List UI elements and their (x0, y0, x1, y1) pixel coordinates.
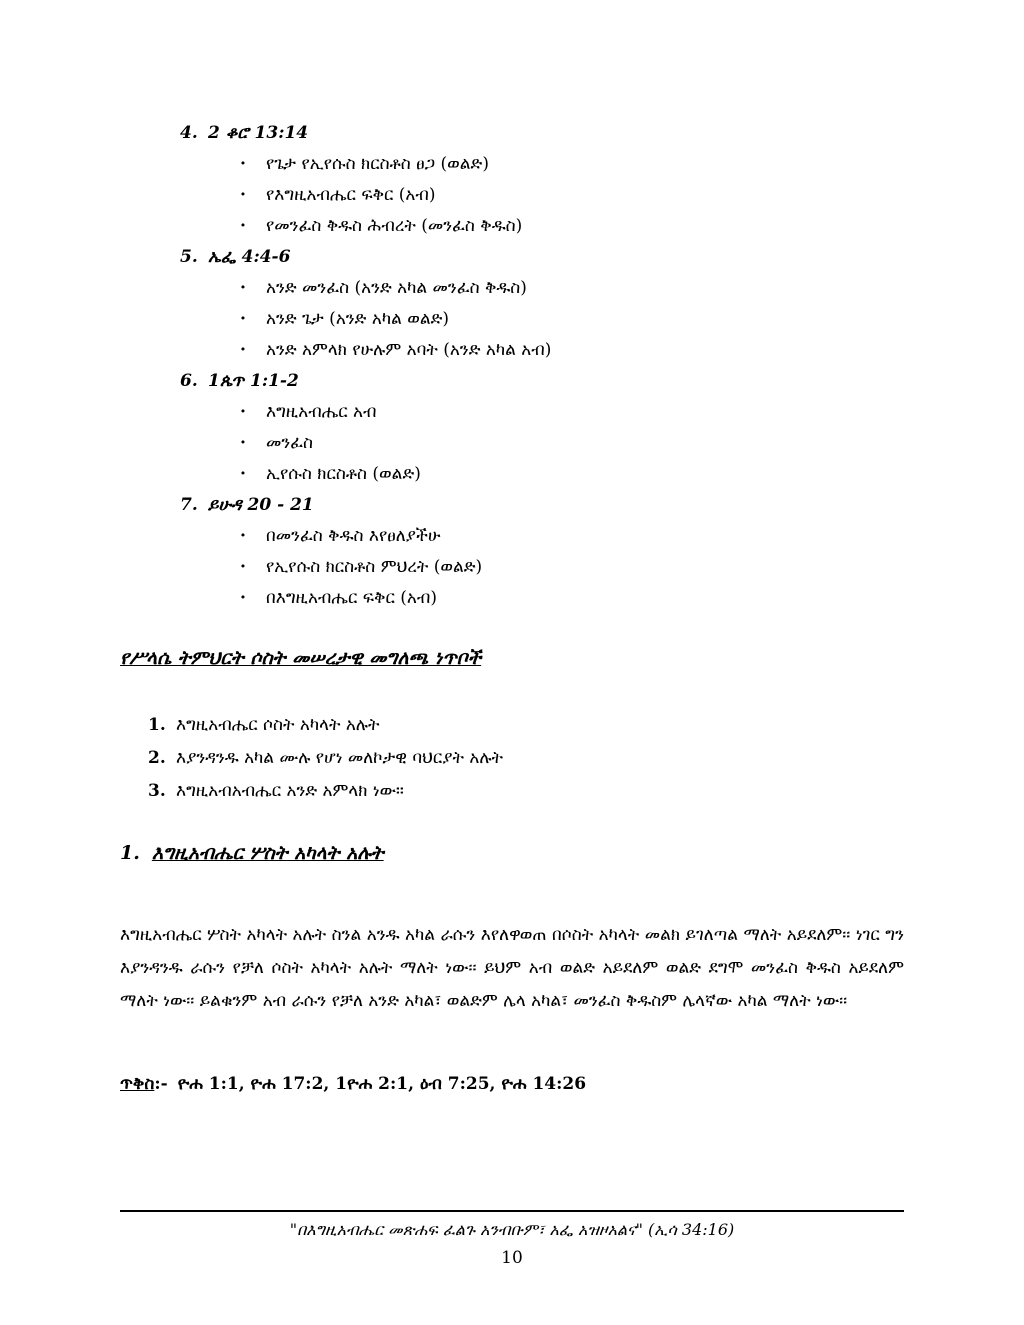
bullet-dot: · (240, 433, 246, 453)
bullet-item (240, 211, 940, 242)
page-number: 10 (501, 1248, 523, 1268)
bullet-item (240, 552, 940, 583)
scripture-references (120, 1074, 586, 1094)
bullet-list (180, 149, 940, 242)
point-text: እግዚአብአብሔር አንድ አምላክ ነው። (176, 781, 404, 801)
bullet-text: በመንፈስ ቅዱስ እየፀለያችሁ (266, 526, 441, 546)
verse-ref-text: 1ጴጥ 1:1-2 (208, 371, 299, 391)
sub-heading-text: እግዚአብሔር ሦስት አካላት አሉት (151, 842, 384, 864)
verse-number: 6. (180, 371, 198, 391)
verse-item (180, 242, 940, 366)
bullet-dot: · (240, 588, 246, 608)
verse-ref-text: ኤፌ 4:4-6 (208, 247, 291, 267)
bullet-dot: · (240, 154, 246, 174)
verse-reference (180, 490, 940, 521)
bullet-dot: · (240, 557, 246, 577)
point-item (148, 742, 503, 775)
bullet-list (180, 273, 940, 366)
footer-divider (120, 1210, 904, 1212)
bullet-list (180, 397, 940, 490)
point-number: 2. (148, 748, 166, 768)
point-text: እያንዳንዱ አካል ሙሉ የሆነ መለኮታዊ ባህርያት አሉት (176, 748, 504, 768)
bullet-item (240, 180, 940, 211)
bullet-text: አንድ አምላክ የሁሉም አባት (አንድ አካል አብ) (266, 340, 552, 360)
bullet-text: የጌታ የኢየሱስ ክርስቶስ ፀጋ (ወልድ) (266, 154, 489, 174)
verse-number: 7. (180, 495, 198, 515)
verse-number: 5. (180, 247, 198, 267)
point-item (148, 775, 503, 808)
bullet-item (240, 304, 940, 335)
bullet-item (240, 521, 940, 552)
bullet-text: አንድ መንፈስ (አንድ አካል መንፈስ ቅዱስ) (266, 278, 527, 298)
bullet-item (240, 428, 940, 459)
body-paragraph: እግዚአብሔር ሦስት አካላት አሉት ስንል አንዱ አካል ራሱን እየለዋወጠ በሶስት አካላት መልክ ይገለጣል ማለት አይደለም፡፡ ነገር ግን እያንዳንዱ ራሱን የቻለ ሶስት አካላት አሉት ማለት ነው፡፡ ይህም አብ ወልድ አይደለም ወልድ ደግሞ መንፈስ ቅዱስ አይደለም ማለት ነው፡፡ ይልቁንም አብ ራሱን የቻለ አንድ አካል፣ ወልድም ሌላ አካል፣ መንፈስ ቅዱስም ሌላኛው አካል ማለት ነው፡፡ (120, 925, 904, 1011)
bullet-text: መንፈስ (266, 433, 314, 453)
verse-ref-text: ይሁዳ 20 - 21 (208, 495, 314, 515)
bullet-dot: · (240, 340, 246, 360)
verse-item (180, 366, 940, 490)
verse-item (180, 118, 940, 242)
bullet-dot: · (240, 526, 246, 546)
bullet-text: እግዚአብሔር አብ (266, 402, 377, 422)
bullet-dot: · (240, 216, 246, 236)
point-number: 1. (148, 715, 166, 735)
points-list (148, 709, 503, 808)
bullet-text: አንድ ጌታ (አንድ አካል ወልድ) (266, 309, 450, 329)
bullet-item (240, 149, 940, 180)
sub-heading (120, 842, 384, 864)
references-separator: :- (154, 1074, 168, 1094)
verse-item (180, 490, 940, 614)
bullet-text: የእግዚአብሔር ፍቅር (አብ) (266, 185, 436, 205)
point-item (148, 709, 503, 742)
bullet-list (180, 521, 940, 614)
verse-reference (180, 366, 940, 397)
footer-quote: "በእግዚአብሔር መጽሐፍ ፈልጉ አንብቡም፣ አፌ አዝዞአልና" (ኢሳ 34:16) (289, 1220, 735, 1239)
bullet-dot: · (240, 309, 246, 329)
verse-number: 4. (180, 123, 198, 143)
verse-list (180, 118, 940, 614)
bullet-dot: · (240, 464, 246, 484)
bullet-item (240, 459, 940, 490)
bullet-dot: · (240, 278, 246, 298)
references-label: ጥቅስ (120, 1074, 155, 1094)
references-values: ዮሐ 1:1, ዮሐ 17:2, 1ዮሐ 2:1, ዕብ 7:25, ዮሐ 14:26 (177, 1074, 587, 1094)
point-number: 3. (148, 781, 166, 801)
bullet-text: የመንፈስ ቅዱስ ሕብረት (መንፈስ ቅዱስ) (266, 216, 523, 236)
bullet-text: የኢየሱስ ክርስቶስ ምህረት (ወልድ) (266, 557, 483, 577)
bullet-text: ኢየሱስ ክርስቶስ (ወልድ) (266, 464, 421, 484)
bullet-item (240, 397, 940, 428)
bullet-dot: · (240, 185, 246, 205)
verse-reference (180, 242, 940, 273)
bullet-item (240, 335, 940, 366)
verse-reference (180, 118, 940, 149)
sub-heading-number: 1. (120, 842, 140, 864)
bullet-item (240, 273, 940, 304)
bullet-item (240, 583, 940, 614)
section-heading: የሥላሴ ትምህርት ሶስት መሠረታዊ መግለጫ ነጥቦች (120, 647, 482, 669)
bullet-text: በእግዚአብሔር ፍቅር (አብ) (266, 588, 437, 608)
bullet-dot: · (240, 402, 246, 422)
verse-ref-text: 2 ቆሮ 13:14 (208, 123, 309, 143)
point-text: እግዚአብሔር ሶስት አካላት አሉት (176, 715, 380, 735)
